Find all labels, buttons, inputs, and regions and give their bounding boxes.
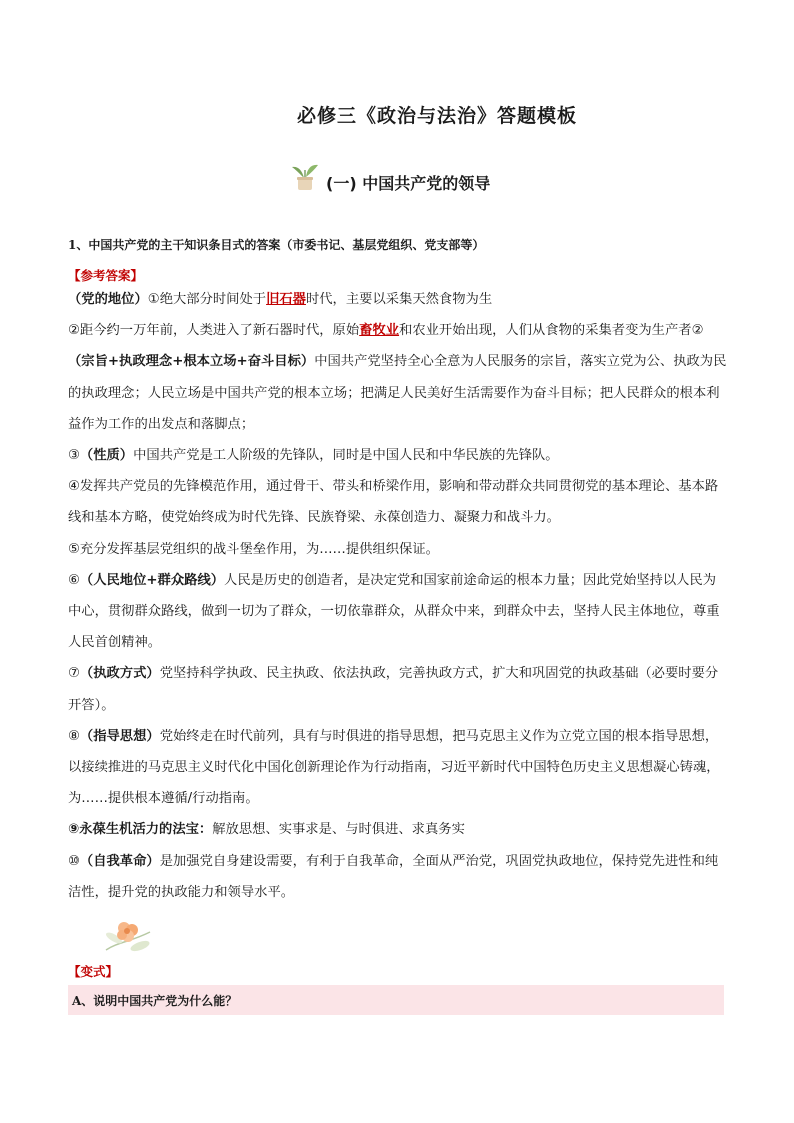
section-title: (一) 中国共产党的领导 <box>326 173 491 193</box>
label-people: （人民地位+群众路线） <box>79 572 225 588</box>
variant-question-bar <box>68 985 724 1015</box>
text: 解放思想、实事求是、与时俱进、求真务实 <box>212 822 465 838</box>
label-vitality: ⑨永葆生机活力的法宝： <box>68 822 213 838</box>
number: ⑦ <box>68 666 80 682</box>
paragraph-5: ⑤充分发挥基层党组织的战斗堡垒作用，为……提供组织保证。 <box>68 541 439 557</box>
highlight-term: 畜牧业 <box>359 323 400 339</box>
variant-tag: 【变式】 <box>68 964 119 979</box>
number: ③ <box>68 448 80 464</box>
text: 党始终走在时代前列，具有与时俱进的指导思想，把马克思主义作为立党立国的根本指导思想，以接续推进的马克思主义时代化中国化创新理论作为行动指南，习近平新时代中国特色历史主义思想凝心铸魂，为……提供根本遵循/行动指南。 <box>68 728 720 807</box>
section-heading <box>288 158 490 192</box>
flower-icon <box>100 912 156 956</box>
paragraph-7 <box>68 658 728 720</box>
text: 中国共产党是工人阶级的先锋队，同时是中国人民和中华民族的先锋队。 <box>133 448 559 464</box>
paragraph-6 <box>68 565 728 659</box>
text: 党坚持科学执政、民主执政、依法执政，完善执政方式，扩大和巩固党的执政基础（必要时要分开答）。 <box>68 666 719 713</box>
label-guiding-thought: （指导思想） <box>79 728 160 744</box>
text: ①绝大部分时间处于 <box>147 292 267 307</box>
paragraph-2 <box>68 315 728 440</box>
paragraph-4: ④发挥共产党员的先锋模范作用，通过骨干、带头和桥梁作用，影响和带动群众共同贯彻党的基本理论、基本路线和基本方略，使党始终成为时代先锋、民族脊梁、永葆创造力、凝聚力和战斗力。 <box>68 479 719 526</box>
text: 中国共产党坚持全心全意为人民服务的宗旨，落实立党为公、执政为民的执政理念；人民立场是中国共产党的根本立场；把满足人民美好生活需要作为奋斗目标；把人民群众的根本利益作为工作的出发点和落脚点； <box>68 354 727 432</box>
page-title: 必修三《政治与法治》答题模板 <box>296 105 577 127</box>
paragraph-10 <box>68 846 728 908</box>
text: ②距今约一万年前，人类进入了新石器时代，原始 <box>68 323 360 339</box>
paragraph-8 <box>68 721 728 815</box>
answer-tag: 【参考答案】 <box>68 268 144 283</box>
answer-content <box>68 290 728 908</box>
label-self-revolution: （自我革命） <box>79 853 160 869</box>
paragraph-3 <box>68 440 728 471</box>
number: ⑧ <box>68 728 80 744</box>
text: 和农业开始出现，人们从食物的采集者变为生产者② <box>399 323 704 339</box>
text: 人民是历史的创造者，是决定党和国家前途命运的根本力量；因此党始坚持以人民为中心，贯彻群众路线，做到一切为了群众，一切依靠群众，从群众中来，到群众中去，坚持人民主体地位，尊重人民首创精神。 <box>68 572 720 651</box>
question-heading: 1、中国共产党的主干知识条目式的答案（市委书记、基层党组织、党支部等） <box>68 238 485 252</box>
label-nature: （性质） <box>79 448 134 464</box>
text: 时代，主要以采集天然食物为生 <box>305 292 493 307</box>
number: ⑥ <box>68 572 80 588</box>
text: 是加强党自身建设需要，有利于自我革命，全面从严治党，巩固党执政地位，保持党先进性和纯洁性，提升党的执政能力和领导水平。 <box>68 853 719 900</box>
variant-question: A、说明中国共产党为什么能？ <box>72 993 238 1008</box>
label-purpose: （宗旨+执政理念+根本立场+奋斗目标） <box>68 354 315 370</box>
paragraph-1 <box>68 284 728 315</box>
highlight-term: 旧石器 <box>266 292 306 307</box>
number: ⑩ <box>68 853 80 869</box>
paragraph-9 <box>68 814 728 845</box>
plant-pot-icon <box>288 158 322 192</box>
label-party-status: （党的地位） <box>68 292 148 307</box>
label-governance: （执政方式） <box>79 666 160 682</box>
